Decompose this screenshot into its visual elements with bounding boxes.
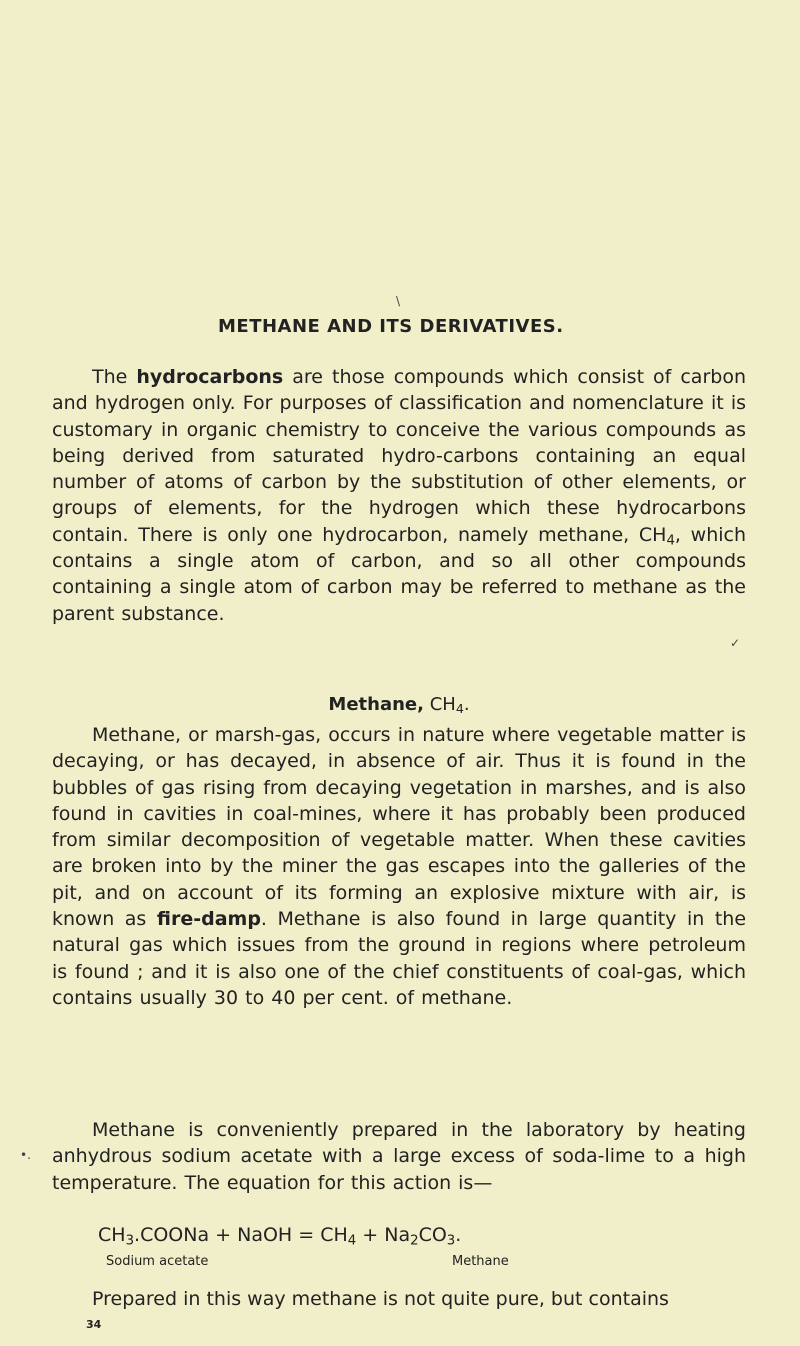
term-hydrocarbons: hydrocarbons (136, 366, 284, 388)
subscript: 2 (410, 1233, 419, 1249)
label-methane: Methane (452, 1254, 509, 1269)
eq-part: .COONa + NaOH = CH (134, 1224, 348, 1246)
subscript: 4 (455, 701, 464, 717)
margin-tick-mark: \ (396, 294, 401, 308)
label-sodium-acetate: Sodium acetate (106, 1254, 209, 1269)
intro-paragraph (52, 364, 746, 627)
subscript: 3 (446, 1233, 456, 1249)
margin-check-mark: ✓ (730, 636, 741, 650)
subscript: 4 (666, 533, 675, 549)
preparation-paragraph (52, 1117, 746, 1196)
intro-text-a: The (92, 366, 137, 388)
para2-text-a: Methane, or marsh-gas, occurs in nature where vegetable matter is decaying, or has decayed, in absence of air. Thus it is found in the bubbles of gas rising from decaying vegetation in marshes, and is also found in cavities in coal-mines, where it has probably been produced from similar decomposition of vegetable matter. When these cavities are broken into by the miner the gas escapes into the galleries of the pit, and on account of its forming an explosive mixture with air, is known as (52, 724, 746, 931)
continuation-line: Prepared in this way methane is not quite pure, but contains (92, 1288, 669, 1310)
term-fire-damp: fire-damp (156, 908, 261, 931)
subscript: 4 (347, 1233, 357, 1249)
eq-part: . (455, 1224, 462, 1246)
para3-text: Methane is conveniently prepared in the laboratory by heating anhydrous sodium acetate with a large excess of soda-lime to a high temperature. The equation for this action is— (52, 1119, 746, 1194)
equation-line (98, 1224, 462, 1249)
intro-text-b: are those compounds which consist of carbon and hydrogen only. For purposes of classification and nomenclature it is customary in organic chemistry to conceive the various compounds as being derived from saturated hydro-carbons containing an equal number of atoms of carbon by the substitution of other elements, or groups of elements, for the hydrogen which these hydrocarbons contain. There is only one hydrocarbon, namely methane, CH (52, 366, 746, 546)
subheading-name: Methane, (328, 694, 424, 715)
page-number: 34 (86, 1318, 102, 1331)
intro-text-c: , which contains a single atom of carbon, and so all other compounds containing a single atom of carbon may be referred to methane as the parent substance. (52, 523, 746, 625)
section-subheading (52, 694, 746, 715)
chapter-heading: METHANE AND ITS DERIVATIVES. (218, 316, 564, 337)
margin-bullet-mark: •. (20, 1148, 31, 1162)
eq-part: CH (98, 1224, 126, 1246)
subheading-end: . (463, 694, 470, 715)
eq-part: + Na (356, 1224, 411, 1246)
methane-occurrence-paragraph (52, 722, 746, 1011)
subscript: 3 (125, 1233, 135, 1249)
subheading-formula: CH (429, 694, 456, 715)
para2-text-b: . Methane is also found in large quantity in the natural gas which issues from the ground in regions where petroleum is found ; and it is also one of the chief constituents of coal-gas, which contains usually 30 to 40 per cent. of methane. (52, 908, 747, 1009)
eq-part: CO (418, 1224, 447, 1246)
